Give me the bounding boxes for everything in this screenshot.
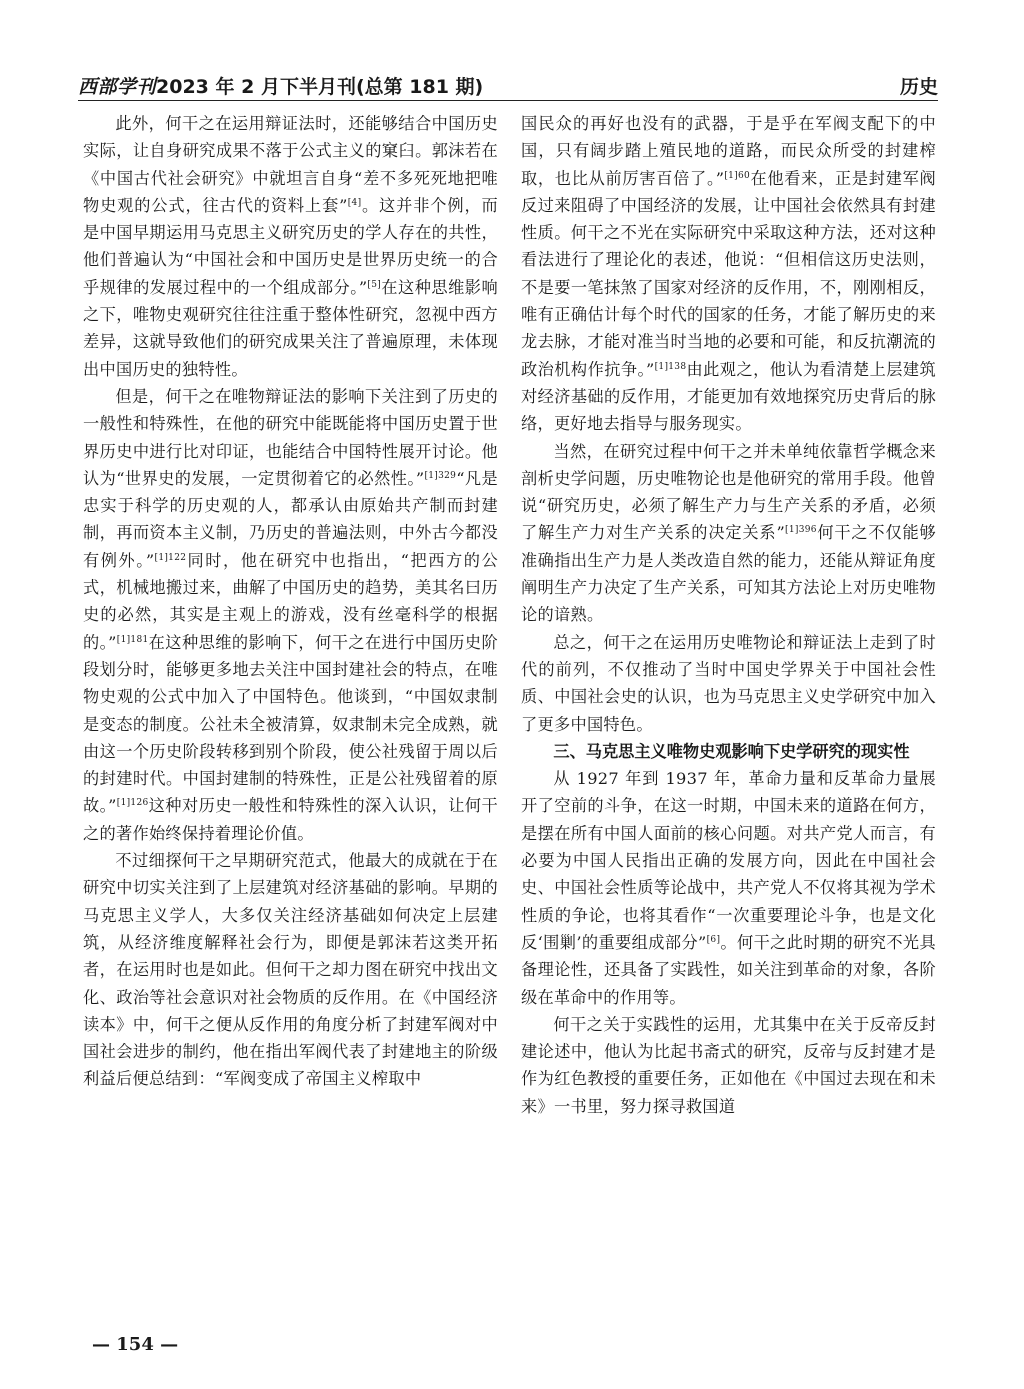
body-paragraph <box>83 383 498 847</box>
section-heading <box>521 738 936 765</box>
text-run: 当然，在研究过程中何干之并未单纯依靠哲学概念来剖析史学问题，历史唯物论也是他研究的常用手段。他曾说“研究历史，必须了解生产力与生产关系的矛盾，必须了解生产力对生产关系的决定关系” <box>521 441 936 543</box>
issue-info: 2023 年 2 月下半月刊(总第 181 期) <box>156 76 484 98</box>
citation-ref: [1]181 <box>116 634 149 645</box>
text-run: 在这种思维影响之下，唯物史观研究往往注重于整体性研究，忽视中西方差异，这就导致他们的研究成果关注了普遍原理，未体现出中国历史的独特性。 <box>83 277 498 379</box>
text-run: 由此观之，他认为看清楚上层建筑对经济基础的反作用，才能更加有效地探究历史背后的脉络，更好地去指导与服务现实。 <box>521 359 937 434</box>
text-run: 总之，何干之在运用历史唯物论和辩证法上走到了时代的前列，不仅推动了当时中国史学界关于中国社会性质、中国社会史的认识，也为马克思主义史学研究中加入了更多中国特色。 <box>521 632 936 734</box>
citation-ref: [5] <box>367 279 382 290</box>
citation-ref: [1]122 <box>154 552 187 563</box>
text-run: 但是，何干之在唯物辩证法的影响下关注到了历史的一般性和特殊性，在他的研究中能既能将中国历史置于世界历史中进行比对印证，也能结合中国特性展开讨论。他认为“世界史的发展，一定贯彻着它的必然性。” <box>83 386 498 488</box>
header-rule <box>78 100 938 101</box>
body-paragraph <box>521 765 936 1011</box>
citation-ref: [4] <box>347 197 362 208</box>
text-run: 何干之不仅能够准确指出生产力是人类改造自然的能力，还能从辩证角度阐明生产力决定了生产关系，可知其方法论上对历史唯物论的谙熟。 <box>521 523 936 625</box>
text-run: 三、马克思主义唯物史观影响下史学研究的现实性 <box>553 741 910 761</box>
left-column <box>83 110 498 1093</box>
body-paragraph <box>521 1011 936 1120</box>
text-run: 从 1927 年到 1937 年，革命力量和反革命力量展开了空前的斗争，在这一时期，中国未来的道路在何方，是摆在所有中国人面前的核心问题。对共产党人而言，有必要为中国人民指出正确的发展方向，因此在中国社会史、中国社会性质等论战中，共产党人不仅将其视为学术性质的争论，也将其看作“一次重要理论斗争，也是文化反‘围剿’的重要组成部分” <box>521 769 936 952</box>
citation-ref: [1]329 <box>424 470 457 481</box>
text-run: 此外，何干之在运用辩证法时，还能够结合中国历史实际，让自身研究成果不落于公式主义的窠臼。郭沫若在《中国古代社会研究》中就坦言自身“差不多死死地把唯物史观的公式，往古代的资料上套” <box>83 114 498 215</box>
text-run: “凡是忠实于科学的历史观的人，都承认由原始共产制而封建制，再而资本主义制，乃历史的普遍法则，中外古今都没有例外。” <box>83 468 498 570</box>
text-run: 在这种思维的影响下，何干之在进行中国历史阶段划分时，能够更多地去关注中国封建社会的特点，在唯物史观的公式中加入了中国特色。他谈到，“中国奴隶制是变态的制度。公社未全被清算，奴隶制未完全成熟，就由这一个历史阶段转移到别个阶段，使公社残留于周以后的封建时代。中国封建制的特殊性，正是公社残留着的原故。” <box>83 632 498 816</box>
body-paragraph <box>83 847 498 1093</box>
text-run: 这种对历史一般性和特殊性的深入认识，让何干之的著作始终保持着理论价值。 <box>83 796 498 843</box>
section-name: 历史 <box>899 76 938 98</box>
body-paragraph <box>83 110 498 383</box>
body-paragraph <box>521 438 936 629</box>
text-run: 。何干之此时期的研究不光具备理论性，还具备了实践性，如关注到革命的对象，各阶级在革命中的作用等。 <box>521 932 936 1007</box>
text-run: 国民众的再好也没有的武器，于是乎在军阀支配下的中国，只有阔步踏上殖民地的道路，而民众所受的封建榨取，也比从前厉害百倍了。” <box>521 114 936 188</box>
text-run: 何干之关于实践性的运用，尤其集中在关于反帝反封建论述中，他认为比起书斋式的研究，反帝与反封建才是作为红色教授的重要任务，正如他在《中国过去现在和未来》一书里，努力探寻救国道 <box>521 1014 936 1116</box>
body-paragraph <box>521 110 936 438</box>
citation-ref: [1]126 <box>116 798 149 809</box>
text-run: 。这并非个例，而是中国早期运用马克思主义研究历史的学人存在的共性，他们普遍认为“中国社会和中国历史是世界历史统一的合乎规律的发展过程中的一个组成部分。” <box>83 195 499 297</box>
text-run: 在他看来，正是封建军阀反过来阻碍了中国经济的发展，让中国社会依然具有封建性质。何干之不光在实际研究中采取这种方法，还对这种看法进行了理论化的表述，他说：“但相信这历史法则，不是要一笔抹煞了国家对经济的反作用，不，刚刚相反，唯有正确估计每个时代的国家的任务，才能了解历史的来龙去脉，才能对准当时当地的必要和可能，和反抗潮流的政治机构作抗争。” <box>521 168 936 379</box>
citation-ref: [6] <box>706 934 721 945</box>
text-run: 同时，他在研究中也指出，“把西方的公式，机械地搬过来，曲解了中国历史的趋势，美其名曰历史的必然，其实是主观上的游戏，没有丝毫科学的根据的。” <box>83 550 498 652</box>
journal-name: 西部学刊 <box>78 76 157 98</box>
citation-ref: [1]60 <box>724 170 751 181</box>
body-paragraph <box>521 629 936 738</box>
masthead <box>78 72 483 99</box>
right-column <box>521 110 936 1120</box>
text-run: 不过细探何干之早期研究范式，他最大的成就在于在研究中切实关注到了上层建筑对经济基础的影响。早期的马克思主义学人，大多仅关注经济基础如何决定上层建筑，从经济维度解释社会行为，即便是郭沫若这类开拓者，在运用时也是如此。但何干之却力图在研究中找出文化、政治等社会意识对社会物质的反作用。在《中国经济读本》中，何干之便从反作用的角度分析了封建军阀对中国社会进步的制约，他在指出军阀代表了封建地主的阶级利益后便总结到：“军阀变成了帝国主义榨取中 <box>83 851 498 1089</box>
citation-ref: [1]396 <box>785 525 817 536</box>
page-number: — 154 — <box>92 1334 179 1355</box>
citation-ref: [1]138 <box>654 361 687 372</box>
running-header <box>78 70 938 100</box>
